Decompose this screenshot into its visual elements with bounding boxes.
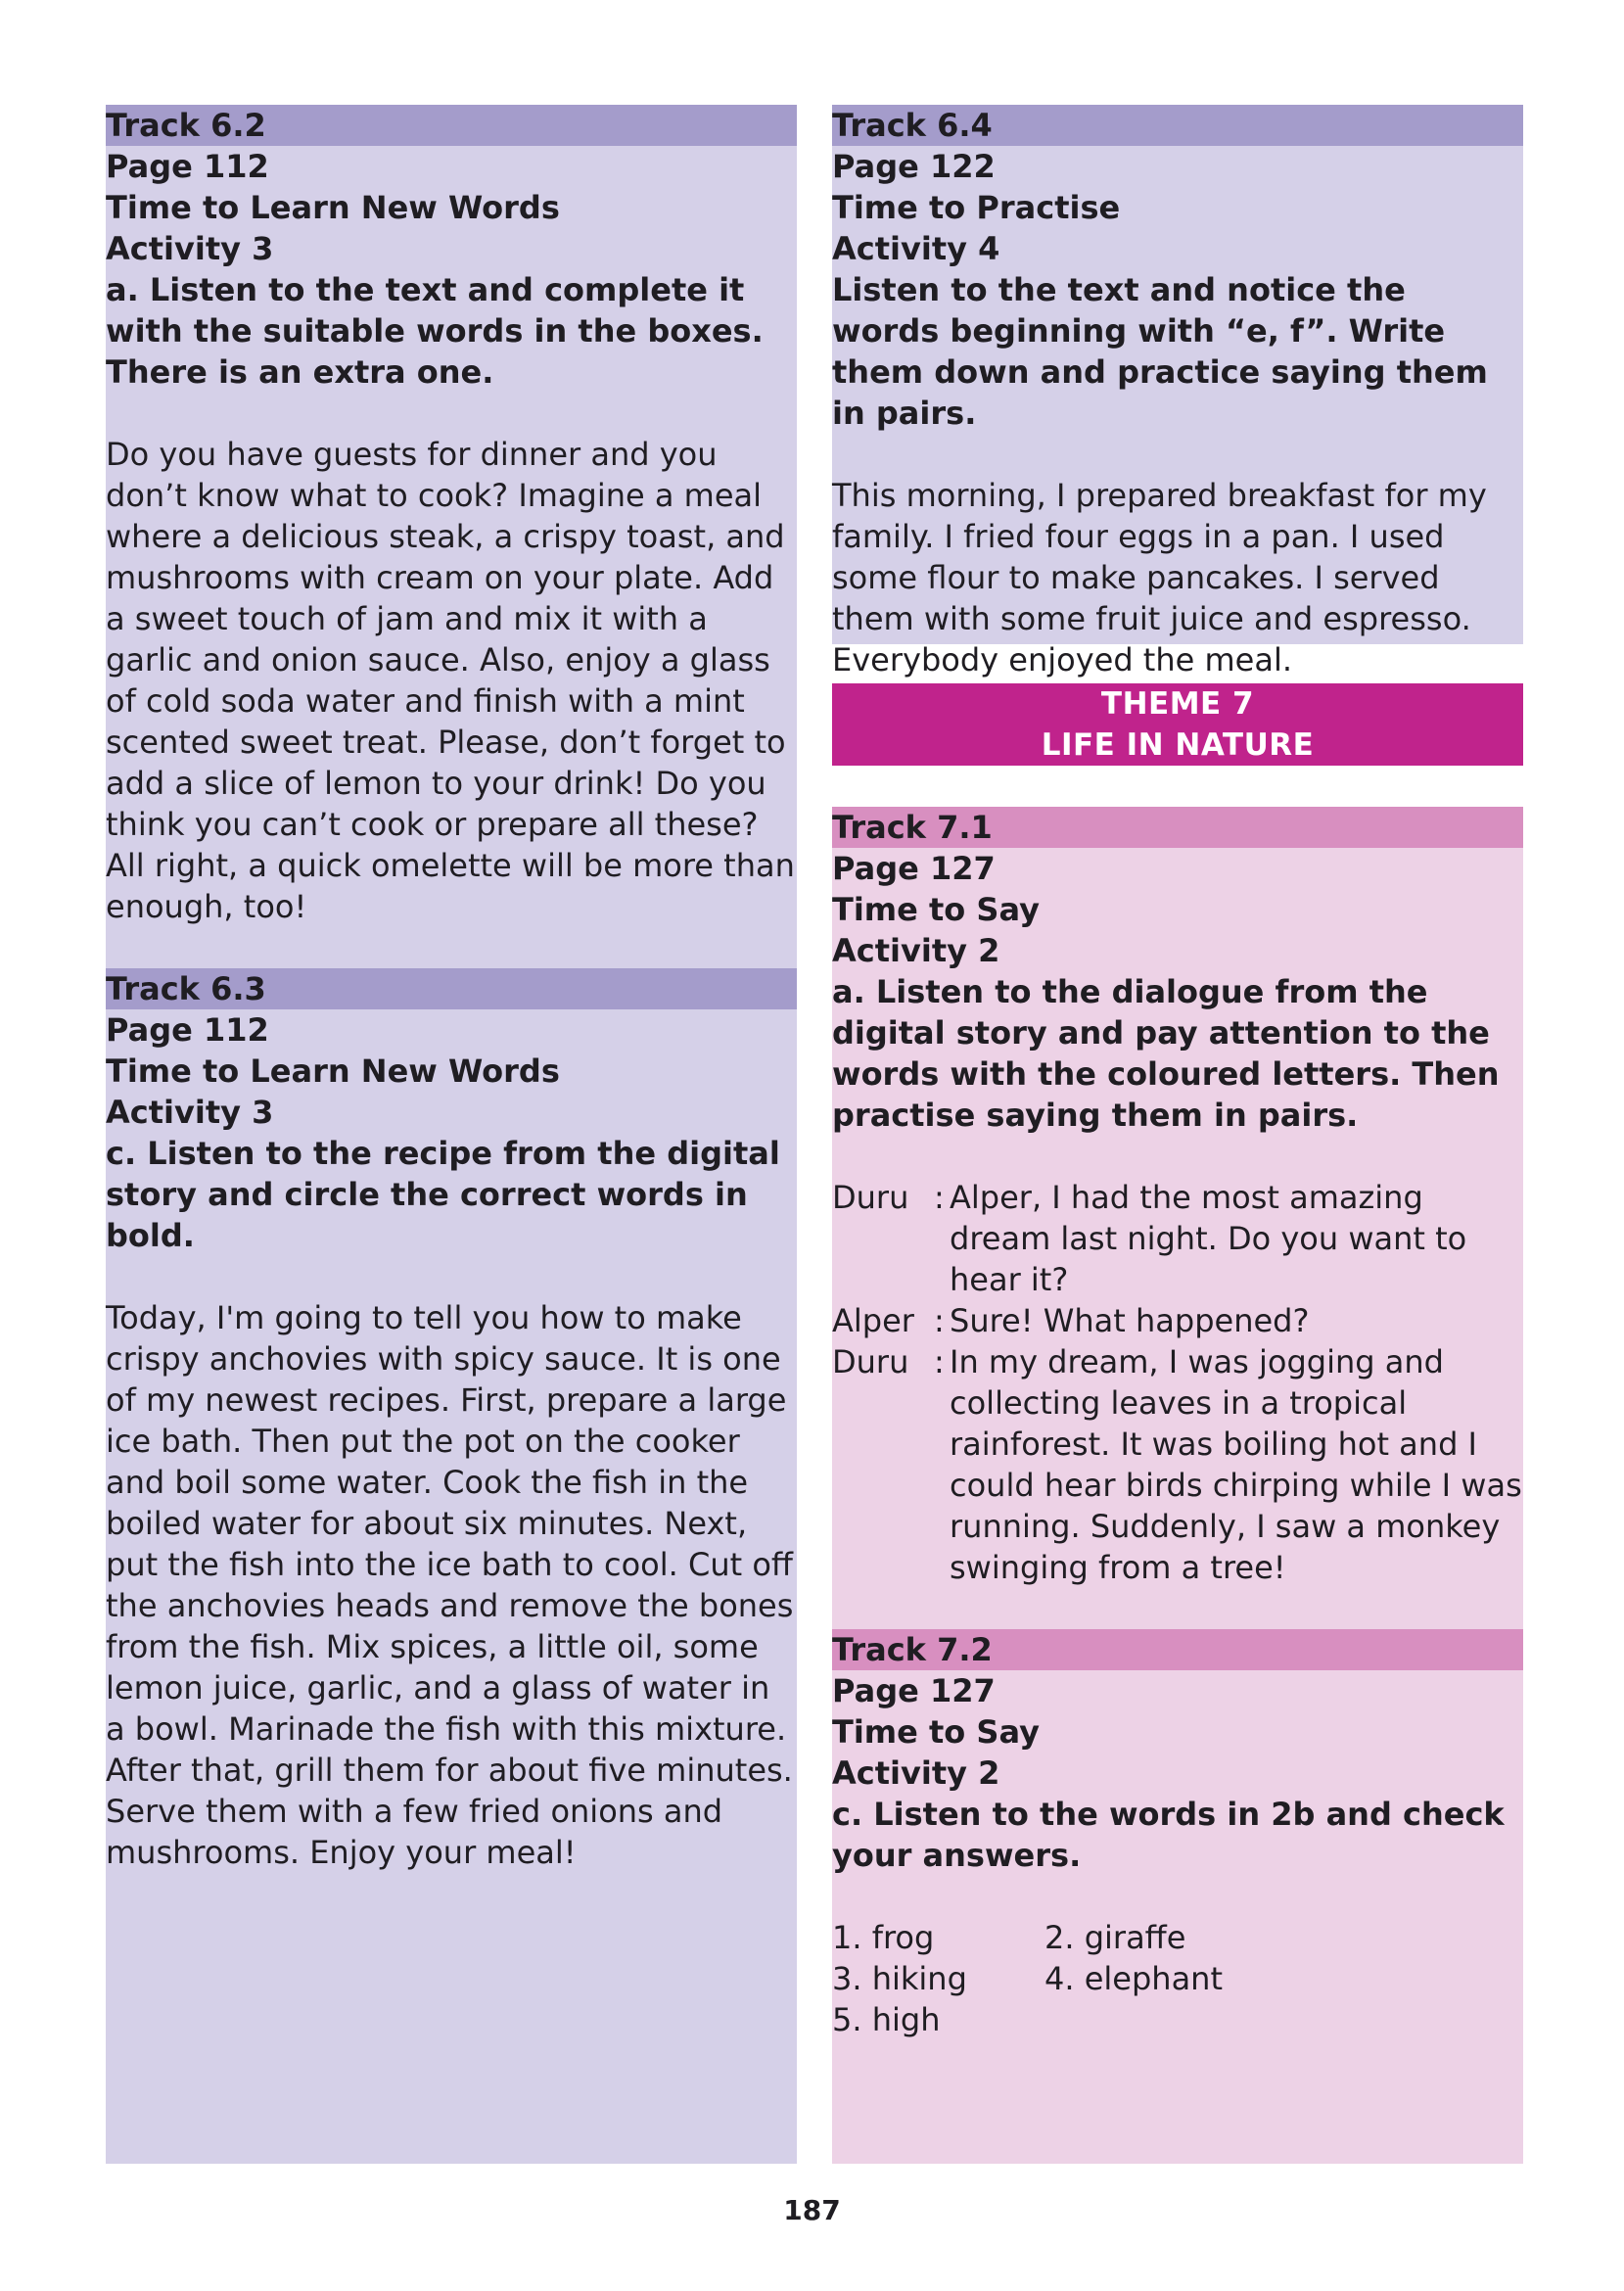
section-title: Time to Learn New Words	[106, 1052, 560, 1090]
body-text: Do you have guests for dinner and you don’t know what to cook? Imagine a meal where a delicious steak, a crispy toast, and mushrooms with cream on your plate. Add a sweet touch of jam and mix it with a garlic and onion sauce. Also, enjoy a glass of cold soda water and finish with a mint scented sweet treat. Please, don’t forget to add a slice of lemon to your drink! Do you think you can’t cook or prepare all these? All right, a quick omelette will be more than enough, too!	[106, 436, 795, 925]
track-title: Track 6.3	[106, 968, 797, 1009]
colon-separator: :	[934, 1302, 945, 1339]
instruction: c. Listen to the recipe from the digital story and circle the correct words in bold.	[106, 1135, 780, 1254]
section-title: Time to Say	[832, 891, 1040, 928]
dialogue-text: In my dream, I was jogging and collecting leaves in a tropical rainforest. It was boiling hot and I could hear birds chirping while I was running. Suddenly, I saw a monkey swinging from a tree!	[950, 1343, 1522, 1586]
page-number: 187	[783, 2194, 841, 2226]
dialogue-line	[832, 1300, 1523, 1341]
track-7-1-section	[832, 807, 1523, 1588]
track-6-2-section	[106, 105, 797, 927]
track-6-3-section	[106, 968, 797, 1873]
page-reference: Page 112	[106, 148, 269, 185]
track-7-2-section	[832, 1629, 1523, 2040]
speaker-name: Duru	[832, 1179, 909, 1216]
speaker-name: Alper	[832, 1302, 914, 1339]
instruction: a. Listen to the dialogue from the digital story and pay attention to the words with the coloured letters. Then practise saying them in pairs.	[832, 973, 1500, 1134]
dialogue-line	[832, 1177, 1523, 1300]
instruction: c. Listen to the words in 2b and check your answers.	[832, 1796, 1505, 1874]
activity-title: Activity 3	[106, 230, 274, 267]
theme-banner	[832, 683, 1523, 766]
right-top-panel	[832, 105, 1523, 678]
theme-number: THEME 7	[1100, 686, 1255, 722]
colon-separator: :	[934, 1343, 945, 1380]
page-reference: Page 122	[832, 148, 996, 185]
track-title: Track 7.1	[832, 807, 1523, 848]
body-text: This morning, I prepared breakfast for my family. I fried four eggs in a pan. I used some flour to make pancakes. I served them with some fruit juice and espresso. Everybody enjoyed the meal.	[832, 477, 1487, 678]
speaker-name: Duru	[832, 1343, 909, 1380]
answer-item: 4. elephant	[1044, 1960, 1223, 1997]
answer-item: 3. hiking	[832, 1960, 967, 1997]
dialogue-text: Sure! What happened?	[950, 1302, 1310, 1339]
activity-title: Activity 4	[832, 230, 1000, 267]
answer-item	[1044, 1999, 1338, 2040]
activity-title: Activity 2	[832, 932, 1000, 969]
section-title: Time to Practise	[832, 189, 1121, 226]
track-6-4-section	[832, 105, 1523, 680]
track-title: Track 6.4	[832, 105, 1523, 146]
answer-item: 2. giraffe	[1044, 1919, 1186, 1956]
page-reference: Page 127	[832, 1672, 996, 1709]
instruction: Listen to the text and notice the words beginning with “e, f”. Write them down and practice saying them in pairs.	[832, 271, 1488, 432]
section-title: Time to Say	[832, 1713, 1040, 1751]
track-title: Track 7.2	[832, 1629, 1523, 1670]
right-bottom-panel	[832, 807, 1523, 2164]
dialogue-line	[832, 1341, 1523, 1588]
dialogue-text: Alper, I had the most amazing dream last night. Do you want to hear it?	[950, 1179, 1467, 1298]
body-text: Today, I'm going to tell you how to make crispy anchovies with spicy sauce. It is one of my newest recipes. First, prepare a large ice bath. Then put the pot on the cooker and boil some water. Cook the fish in the boiled water for about six minutes. Next, put the fish into the ice bath to cool. Cut off the anchovies heads and remove the bones from the fish. Mix spices, a little oil, some lemon juice, garlic, and a glass of water in a bowl. Marinade the fish with this mixture. After that, grill them for about five minutes. Serve them with a few fried onions and mushrooms. Enjoy your meal!	[106, 1299, 794, 1871]
answer-item: 1. frog	[832, 1919, 935, 1956]
left-column	[106, 105, 797, 2164]
answer-item: 5. high	[832, 2001, 941, 2038]
page-reference: Page 127	[832, 850, 996, 887]
theme-title: LIFE IN NATURE	[1041, 727, 1315, 763]
activity-title: Activity 2	[832, 1754, 1000, 1792]
answer-list	[832, 1917, 1523, 2040]
track-title: Track 6.2	[106, 105, 797, 146]
activity-title: Activity 3	[106, 1094, 274, 1131]
section-title: Time to Learn New Words	[106, 189, 560, 226]
page-reference: Page 112	[106, 1011, 269, 1049]
instruction: a. Listen to the text and complete it with the suitable words in the boxes. There is an extra one.	[106, 271, 764, 391]
colon-separator: :	[934, 1179, 945, 1216]
